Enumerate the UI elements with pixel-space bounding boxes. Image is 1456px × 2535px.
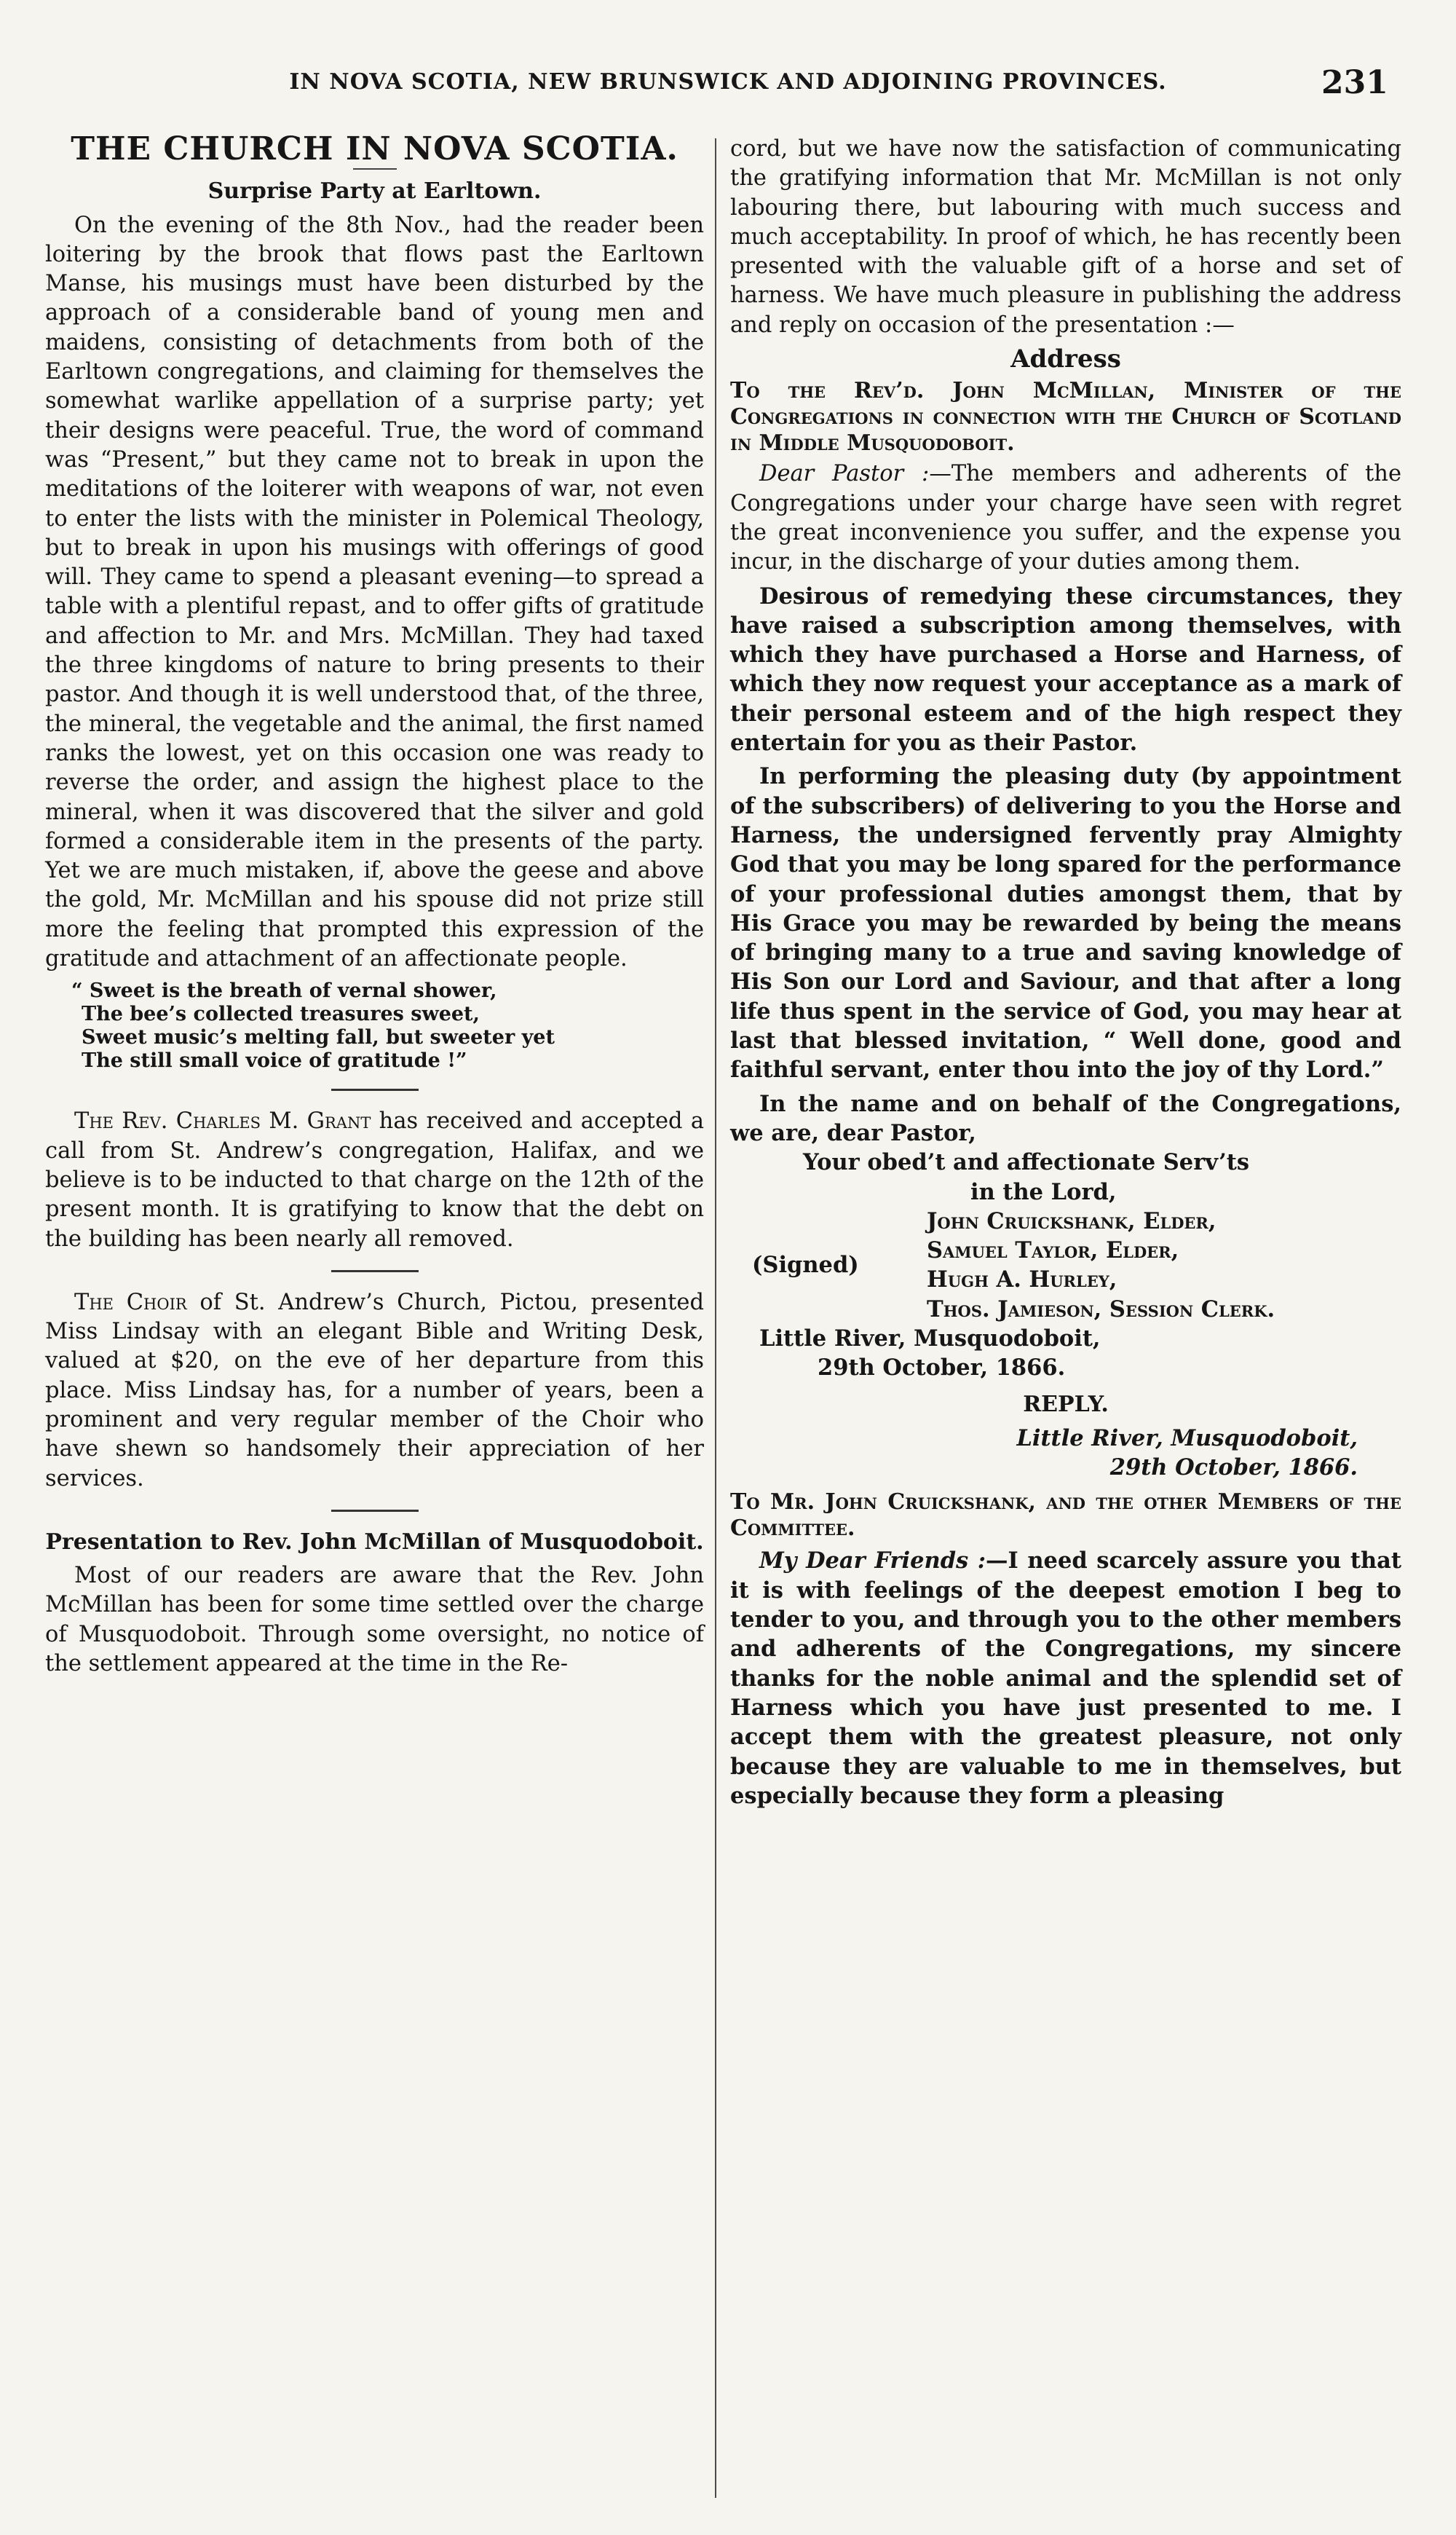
grant-lead: The Rev. Charles M. Grant xyxy=(74,1108,371,1135)
poem-line: The bee’s collected treasures sweet, xyxy=(82,1003,480,1026)
signatory: Hugh A. Hurley, xyxy=(927,1266,1117,1293)
signatory: Thos. Jamieson, Session Clerk. xyxy=(927,1296,1275,1322)
poem-line: The still small voice of gratitude !” xyxy=(82,1049,467,1073)
performing-paragraph: In performing the pleasing duty (by appointment of the subscribers) of delivering to you the Horse and Harness, the undersigned fervently pray Almighty God that you may be long spared for the performance of your professional duties amongst them, that by His Grace you may be rewarded by being the means of bringing many to a true and saving knowledge of His Son our Lord and Saviour, and that after a long life thus spent in the service of God, you may hear at last that blessed invitation, “ Well done, good and faithful servant, enter thou into the joy of thy Lord.” xyxy=(730,763,1401,1084)
closing-block xyxy=(759,1148,1401,1207)
address-recipient: To the Rev’d. John McMillan, Minister of the Congregations in connection with the Church of Scotland in Middle Musquodoboit. xyxy=(730,378,1401,457)
closing-line: Your obed’t and affectionate Serv’ts xyxy=(803,1149,1249,1176)
grant-text: has received and accepted a call from St. Andrew’s congregation, Halifax, and we believe is to be inducted to that charge on the 12th of the present month. It is gratifying to know that the debt on the building has been nearly all removed. xyxy=(45,1108,705,1252)
signatory: Samuel Taylor, Elder, xyxy=(927,1237,1179,1264)
column-divider xyxy=(715,138,716,2498)
title-rule xyxy=(353,168,397,170)
left-column xyxy=(45,130,705,1679)
address-dateline xyxy=(759,1324,1401,1383)
surprise-party-text: On the evening of the 8th Nov., had the reader been loitering by the brook that flows past the Earltown Manse, his musings must have been disturbed by the approach of a considerable band of young men and maidens, consisting of detachments from both of the Earltown congregations, and claiming for themselves the somewhat warlike appellation of a surprise party; yet their designs were peaceful. True, the word of command was “Present,” but they came not to break in upon the meditations of the loiterer with weapons of war, not even to enter the lists with the minister in Polemical Theology, but to break in upon his musings with offerings of good will. They came to spend a pleasant evening—to spread a table with a plentiful repast, and to offer gifts of gratitude and affection to Mr. and Mrs. McMillan. They had taxed the three kingdoms of nature to bring presents to their pastor. And though it is well understood that, of the three, the mineral, the vegetable and the animal, the first named ranks the lowest, yet on this occasion one was ready to reverse the order, and assign the highest place to the mineral, when it was discovered that the silver and gold formed a considerable item in the presents of the party. Yet we are much mistaken, if, above the geese and above the gold, Mr. McMillan and his spouse did not prize still more the feeling that prompted this expression of the gratitude and attachment of an affectionate people. xyxy=(45,212,704,972)
presentation-heading: Presentation to Rev. John McMillan of Musquodoboit. xyxy=(45,1529,704,1555)
my-dear-lead: My Dear Friends : xyxy=(759,1548,986,1574)
signatory-list xyxy=(927,1207,1401,1324)
section-title: THE CHURCH IN NOVA SCOTIA. xyxy=(71,130,678,167)
reply-heading: REPLY. xyxy=(1023,1391,1109,1417)
behalf-paragraph: In the name and on behalf of the Congregations, we are, dear Pastor, xyxy=(730,1090,1401,1146)
my-dear-text: —I need scarcely assure you that it is with feelings of the deepest emotion I beg to tender to you, and through you to the other members and adherents of the Congregations, my sincere thanks for the noble animal and the splendid set of Harness which you have just presented to me. I accept them with the greatest pleasure, not only because they are valuable to me in themselves, but especially because they form a pleasing xyxy=(730,1548,1401,1809)
reply-recipient: To Mr. John Cruickshank, and the other Members of the Committee. xyxy=(730,1489,1401,1542)
address-date: 29th October, 1866. xyxy=(818,1355,1066,1381)
presentation-text: Most of our readers are aware that the Rev. John McMillan has been for some time settled over the charge of Musquodoboit. Through some oversight, no notice of the settlement appeared at the time in the Re- xyxy=(45,1563,704,1677)
signatures-block xyxy=(730,1207,1401,1324)
gratitude-poem xyxy=(71,979,704,1073)
dear-pastor-paragraph xyxy=(730,460,1401,577)
reply-place: Little River, Musquodoboit, xyxy=(1016,1424,1358,1451)
page-number: 231 xyxy=(1321,64,1388,101)
desirous-paragraph: Desirous of remedying these circumstances, they have raised a subscription among themselves, with which they have purchased a Horse and Harness, of which they now request your acceptance as a mark of their personal esteem and of the high respect they entertain for you as their Pastor. xyxy=(730,583,1401,757)
poem-line: “ Sweet is the breath of vernal shower, xyxy=(71,979,497,1003)
reply-date: 29th October, 1866. xyxy=(1109,1454,1358,1481)
signatory: John Cruickshank, Elder, xyxy=(927,1207,1216,1234)
surprise-party-heading: Surprise Party at Earltown. xyxy=(207,178,542,205)
signed-label: (Signed) xyxy=(752,1252,859,1279)
section-rule xyxy=(331,1510,419,1512)
poem-line: Sweet music’s melting fall, but sweeter yet xyxy=(82,1026,555,1049)
continuation-text: cord, but we have now the satisfaction of communicating the gratifying information that Mr. McMillan is not only labouring there, but labouring with much success and much acceptability. In proof of which, he has recently been presented with the valuable gift of a horse and set of harness. We have much pleasure in publishing the address and reply on occasion of the presentation :— xyxy=(730,136,1401,338)
reply-dateline xyxy=(730,1424,1401,1483)
grant-paragraph xyxy=(45,1107,704,1253)
dear-pastor-lead: Dear Pastor : xyxy=(759,461,930,487)
choir-text: of St. Andrew’s Church, Pictou, presented Miss Lindsay with an elegant Bible and Writing Desk, valued at $20, on the eve of her departure from this place. Miss Lindsay has, for a number of years, been a prominent and very regular member of the Choir who have shewn so handsomely their appreciation of her services. xyxy=(45,1289,704,1491)
running-header: IN NOVA SCOTIA, NEW BRUNSWICK AND ADJOINING PROVINCES. xyxy=(289,69,1167,95)
choir-paragraph xyxy=(45,1288,704,1494)
my-dear-paragraph xyxy=(730,1546,1401,1810)
address-heading: Address xyxy=(1010,344,1121,374)
section-rule xyxy=(331,1089,419,1091)
closing-line: in the Lord, xyxy=(970,1178,1117,1205)
right-column xyxy=(730,135,1401,1810)
choir-lead: The Choir xyxy=(74,1289,187,1315)
dear-pastor-text: —The members and adherents of the Congregations under your charge have seen with regret the great inconvenience you suffer, and the expense you incur, in the discharge of your duties among them. xyxy=(730,461,1402,575)
section-rule xyxy=(331,1270,419,1272)
address-place: Little River, Musquodoboit, xyxy=(759,1325,1101,1352)
